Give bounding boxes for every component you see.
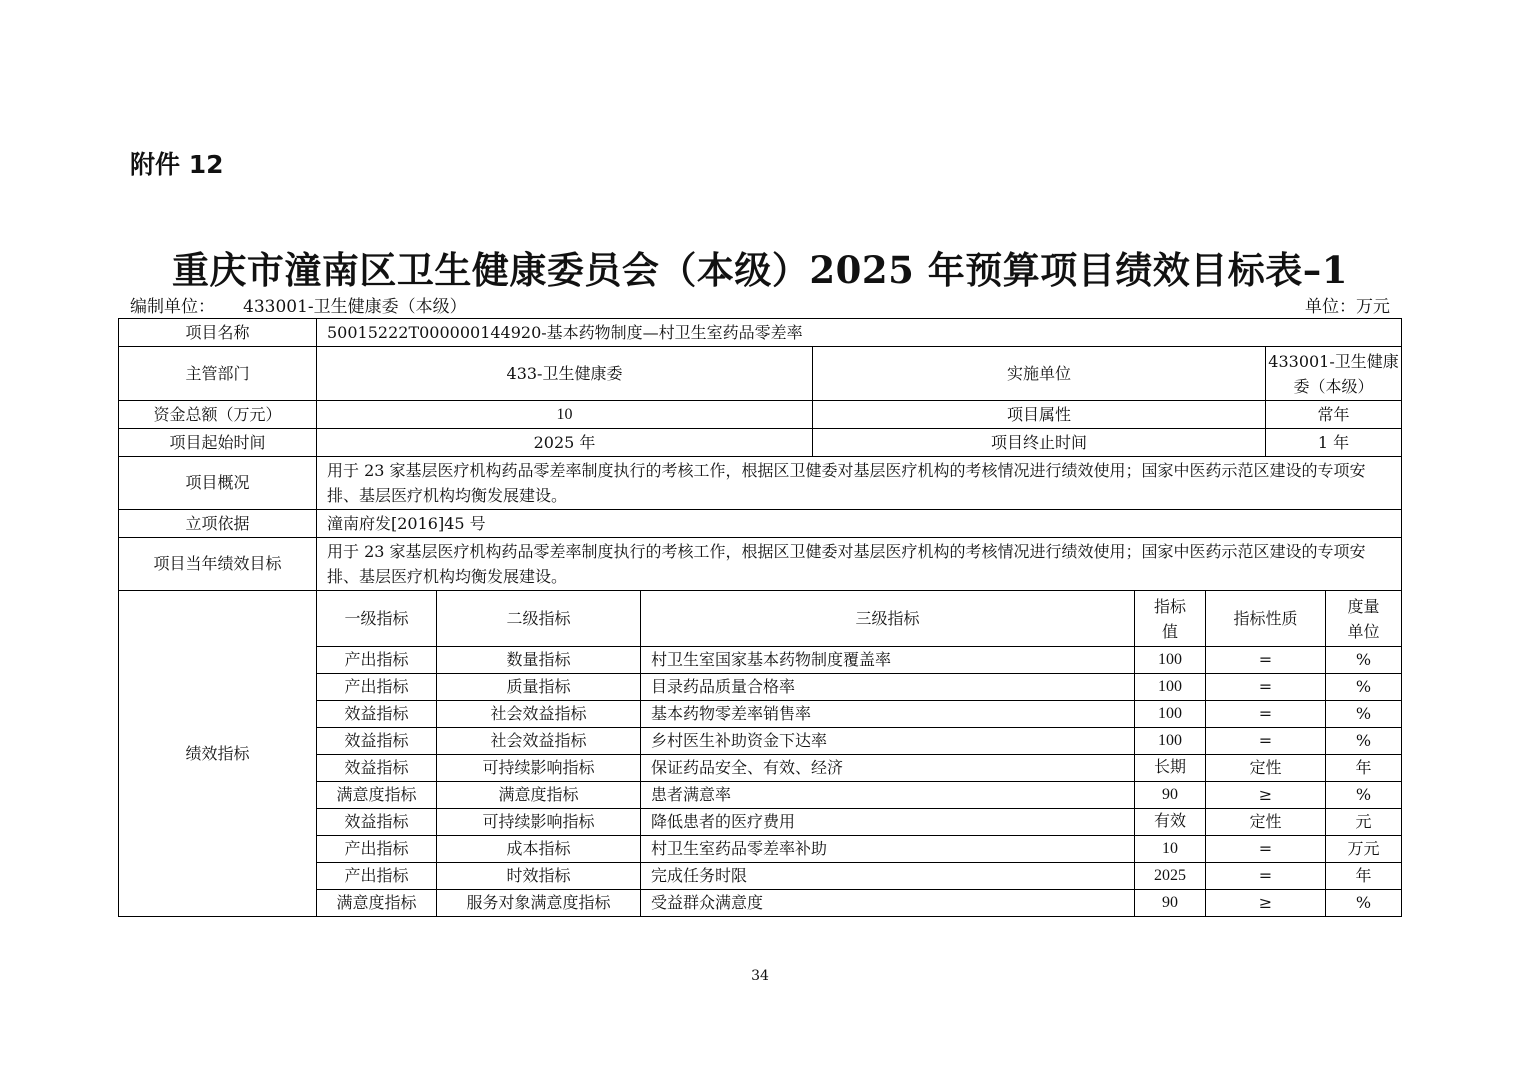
ind-level2: 满意度指标 <box>437 782 641 809</box>
impl-label: 实施单位 <box>813 347 1266 401</box>
ind-level3: 乡村医生补助资金下达率 <box>641 728 1135 755</box>
ind-nature: = <box>1206 728 1326 755</box>
ind-nature: = <box>1206 674 1326 701</box>
header-level3: 三级指标 <box>641 591 1135 647</box>
project-name-value: 50015222T000000144920-基本药物制度—村卫生室药品零差率 <box>317 319 1402 347</box>
ind-level1: 产出指标 <box>317 836 437 863</box>
ind-level1: 产出指标 <box>317 674 437 701</box>
row-department <box>119 347 1402 401</box>
overview-label: 项目概况 <box>119 457 317 510</box>
ind-level2: 社会效益指标 <box>437 701 641 728</box>
ind-nature: = <box>1206 863 1326 890</box>
ind-unit: % <box>1326 647 1402 674</box>
ind-level1: 满意度指标 <box>317 890 437 917</box>
ind-unit: 万元 <box>1326 836 1402 863</box>
page-title: 重庆市潼南区卫生健康委员会（本级）2025 年预算项目绩效目标表–1 <box>171 248 1349 292</box>
ind-level2: 时效指标 <box>437 863 641 890</box>
ind-level2: 可持续影响指标 <box>437 809 641 836</box>
attr-label: 项目属性 <box>813 401 1266 429</box>
indicator-header-row <box>119 591 1402 647</box>
ind-value: 长期 <box>1135 755 1206 782</box>
goal-label: 项目当年绩效目标 <box>119 538 317 591</box>
ind-value: 10 <box>1135 836 1206 863</box>
org-line <box>130 292 467 317</box>
ind-nature: = <box>1206 647 1326 674</box>
impl-value: 433001-卫生健康委（本级） <box>1266 347 1402 401</box>
header-level2: 二级指标 <box>437 591 641 647</box>
ind-unit: % <box>1326 890 1402 917</box>
ind-level2: 社会效益指标 <box>437 728 641 755</box>
start-value: 2025 年 <box>317 429 813 457</box>
header-nature: 指标性质 <box>1206 591 1326 647</box>
ind-unit: 元 <box>1326 809 1402 836</box>
ind-nature: = <box>1206 701 1326 728</box>
start-label: 项目起始时间 <box>119 429 317 457</box>
ind-value: 100 <box>1135 701 1206 728</box>
org-label: 编制单位： <box>130 297 215 317</box>
ind-unit: % <box>1326 701 1402 728</box>
basis-label: 立项依据 <box>119 510 317 538</box>
end-value: 1 年 <box>1266 429 1402 457</box>
ind-level1: 效益指标 <box>317 701 437 728</box>
ind-level3: 村卫生室药品零差率补助 <box>641 836 1135 863</box>
ind-value: 100 <box>1135 647 1206 674</box>
ind-level1: 产出指标 <box>317 647 437 674</box>
ind-unit: % <box>1326 674 1402 701</box>
ind-nature: = <box>1206 836 1326 863</box>
attr-value: 常年 <box>1266 401 1402 429</box>
ind-value: 100 <box>1135 674 1206 701</box>
ind-value: 100 <box>1135 728 1206 755</box>
row-period <box>119 429 1402 457</box>
ind-nature: ≥ <box>1206 890 1326 917</box>
ind-unit: 年 <box>1326 755 1402 782</box>
ind-value: 2025 <box>1135 863 1206 890</box>
ind-value: 90 <box>1135 782 1206 809</box>
ind-nature: ≥ <box>1206 782 1326 809</box>
dept-value: 433-卫生健康委 <box>317 347 813 401</box>
ind-level2: 服务对象满意度指标 <box>437 890 641 917</box>
ind-level3: 保证药品安全、有效、经济 <box>641 755 1135 782</box>
ind-level2: 可持续影响指标 <box>437 755 641 782</box>
ind-level3: 患者满意率 <box>641 782 1135 809</box>
row-fund <box>119 401 1402 429</box>
ind-level3: 基本药物零差率销售率 <box>641 701 1135 728</box>
fund-label: 资金总额（万元） <box>119 401 317 429</box>
header-unit: 度量单位 <box>1326 591 1402 647</box>
ind-level1: 产出指标 <box>317 863 437 890</box>
ind-level3: 完成任务时限 <box>641 863 1135 890</box>
header-level1: 一级指标 <box>317 591 437 647</box>
ind-level2: 数量指标 <box>437 647 641 674</box>
ind-nature: 定性 <box>1206 755 1326 782</box>
org-value: 433001-卫生健康委（本级） <box>243 297 467 317</box>
goal-value: 用于 23 家基层医疗机构药品零差率制度执行的考核工作，根据区卫健委对基层医疗机构的考核情况进行绩效使用；国家中医药示范区建设的专项安排、基层医疗机构均衡发展建设。 <box>317 538 1402 591</box>
ind-unit: % <box>1326 728 1402 755</box>
project-name-label: 项目名称 <box>119 319 317 347</box>
ind-level3: 降低患者的医疗费用 <box>641 809 1135 836</box>
ind-nature: 定性 <box>1206 809 1326 836</box>
end-label: 项目终止时间 <box>813 429 1266 457</box>
header-value: 指标值 <box>1135 591 1206 647</box>
ind-unit: 年 <box>1326 863 1402 890</box>
performance-table <box>118 318 1402 917</box>
fund-value: 10 <box>317 401 813 429</box>
ind-level3: 村卫生室国家基本药物制度覆盖率 <box>641 647 1135 674</box>
perf-label: 绩效指标 <box>119 591 317 917</box>
attachment-label: 附件 12 <box>130 150 224 179</box>
ind-value: 90 <box>1135 890 1206 917</box>
page-number: 34 <box>751 968 769 984</box>
ind-level1: 效益指标 <box>317 755 437 782</box>
ind-level2: 成本指标 <box>437 836 641 863</box>
ind-level2: 质量指标 <box>437 674 641 701</box>
ind-unit: % <box>1326 782 1402 809</box>
row-overview <box>119 457 1402 510</box>
ind-level3: 受益群众满意度 <box>641 890 1135 917</box>
ind-level1: 效益指标 <box>317 809 437 836</box>
overview-value: 用于 23 家基层医疗机构药品零差率制度执行的考核工作，根据区卫健委对基层医疗机构的考核情况进行绩效使用；国家中医药示范区建设的专项安排、基层医疗机构均衡发展建设。 <box>317 457 1402 510</box>
row-project-name <box>119 319 1402 347</box>
row-goal <box>119 538 1402 591</box>
row-basis <box>119 510 1402 538</box>
dept-label: 主管部门 <box>119 347 317 401</box>
ind-level3: 目录药品质量合格率 <box>641 674 1135 701</box>
ind-value: 有效 <box>1135 809 1206 836</box>
ind-level1: 效益指标 <box>317 728 437 755</box>
unit-label: 单位：万元 <box>1305 297 1390 317</box>
ind-level1: 满意度指标 <box>317 782 437 809</box>
basis-value: 潼南府发[2016]45 号 <box>317 510 1402 538</box>
